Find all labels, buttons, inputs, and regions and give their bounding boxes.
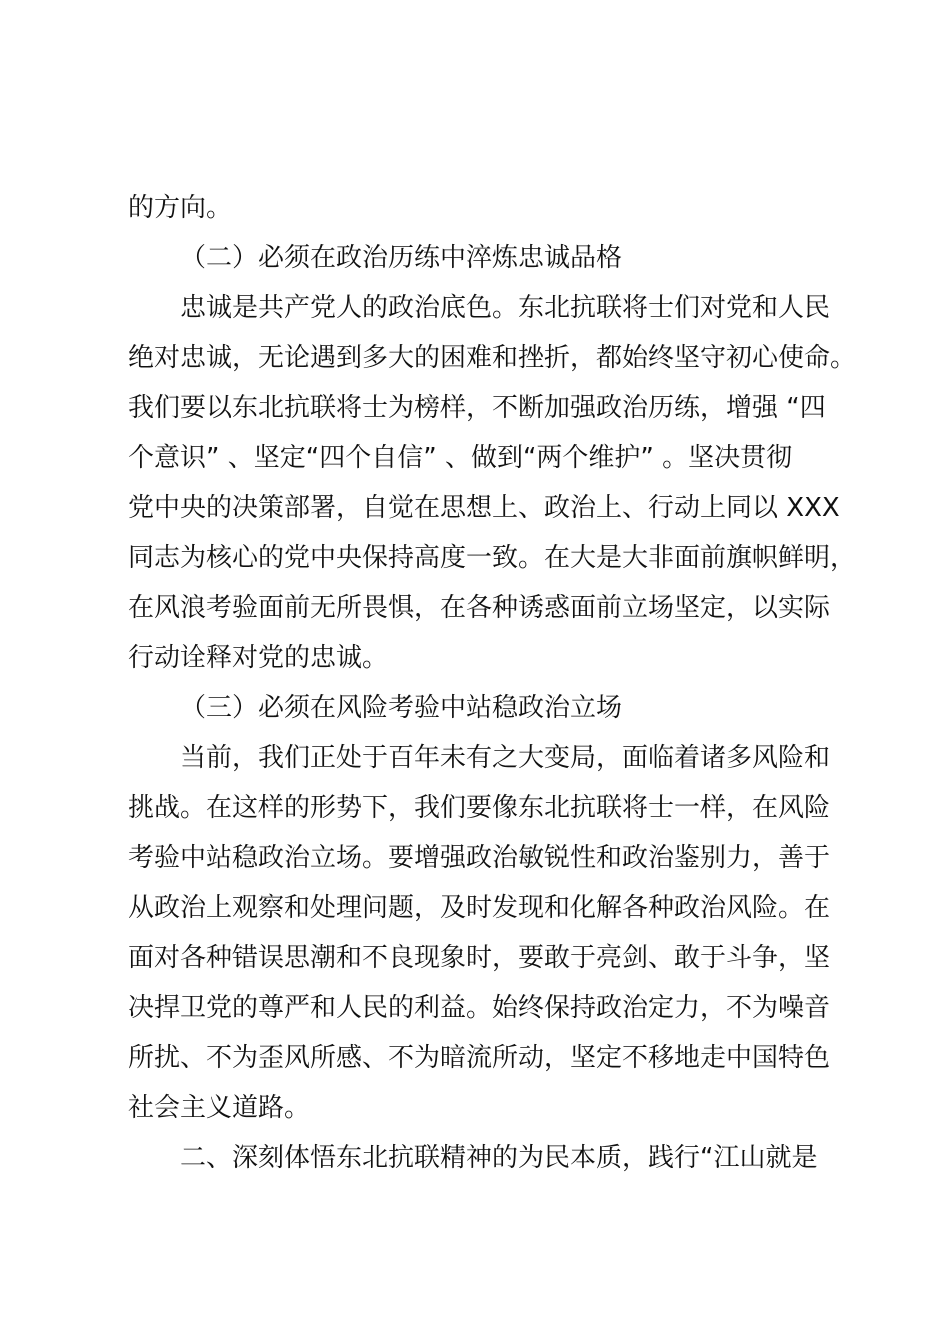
paragraph-line: 社会主义道路。 bbox=[128, 1093, 311, 1123]
paragraph-line: 决捍卫党的尊严和人民的利益。始终保持政治定力，不为噪音 bbox=[128, 993, 831, 1023]
paragraph-line: 挑战。在这样的形势下，我们要像东北抗联将士一样，在风险 bbox=[128, 793, 831, 823]
section-heading: （二）必须在政治历练中淬炼忠诚品格 bbox=[180, 243, 623, 273]
paragraph-line: 同志为核心的党中央保持高度一致。在大是大非面前旗帜鲜明， bbox=[128, 543, 857, 573]
paragraph-line: 党中央的决策部署，自觉在思想上、政治上、行动上同以 XXX bbox=[128, 493, 840, 523]
paragraph-line: 在风浪考验面前无所畏惧，在各种诱惑面前立场坚定，以实际 bbox=[128, 593, 831, 623]
paragraph-line: 面对各种错误思潮和不良现象时，要敢于亮剑、敢于斗争，坚 bbox=[128, 943, 831, 973]
paragraph-line: 忠诚是共产党人的政治底色。东北抗联将士们对党和人民 bbox=[180, 293, 831, 323]
paragraph-line: 绝对忠诚，无论遇到多大的困难和挫折，都始终坚守初心使命。 bbox=[128, 343, 857, 373]
paragraph-line: 行动诠释对党的忠诚。 bbox=[128, 643, 389, 673]
paragraph-line: 考验中站稳政治立场。要增强政治敏锐性和政治鉴别力，善于 bbox=[128, 843, 831, 873]
paragraph-line: 的方向。 bbox=[128, 193, 233, 223]
paragraph-line: 个意识” 、坚定“四个自信” 、做到“两个维护” 。坚决贯彻 bbox=[128, 443, 793, 473]
paragraph-line: 所扰、不为歪风所感、不为暗流所动，坚定不移地走中国特色 bbox=[128, 1043, 831, 1073]
paragraph-line: 我们要以东北抗联将士为榜样，不断加强政治历练，增强 “四 bbox=[128, 393, 826, 423]
paragraph-line: 从政治上观察和处理问题，及时发现和化解各种政治风险。在 bbox=[128, 893, 831, 923]
section-heading: （三）必须在风险考验中站稳政治立场 bbox=[180, 693, 623, 723]
paragraph-line: 当前，我们正处于百年未有之大变局，面临着诸多风险和 bbox=[180, 743, 831, 773]
chapter-heading: 二、深刻体悟东北抗联精神的为民本质，践行“江山就是 bbox=[180, 1143, 818, 1173]
